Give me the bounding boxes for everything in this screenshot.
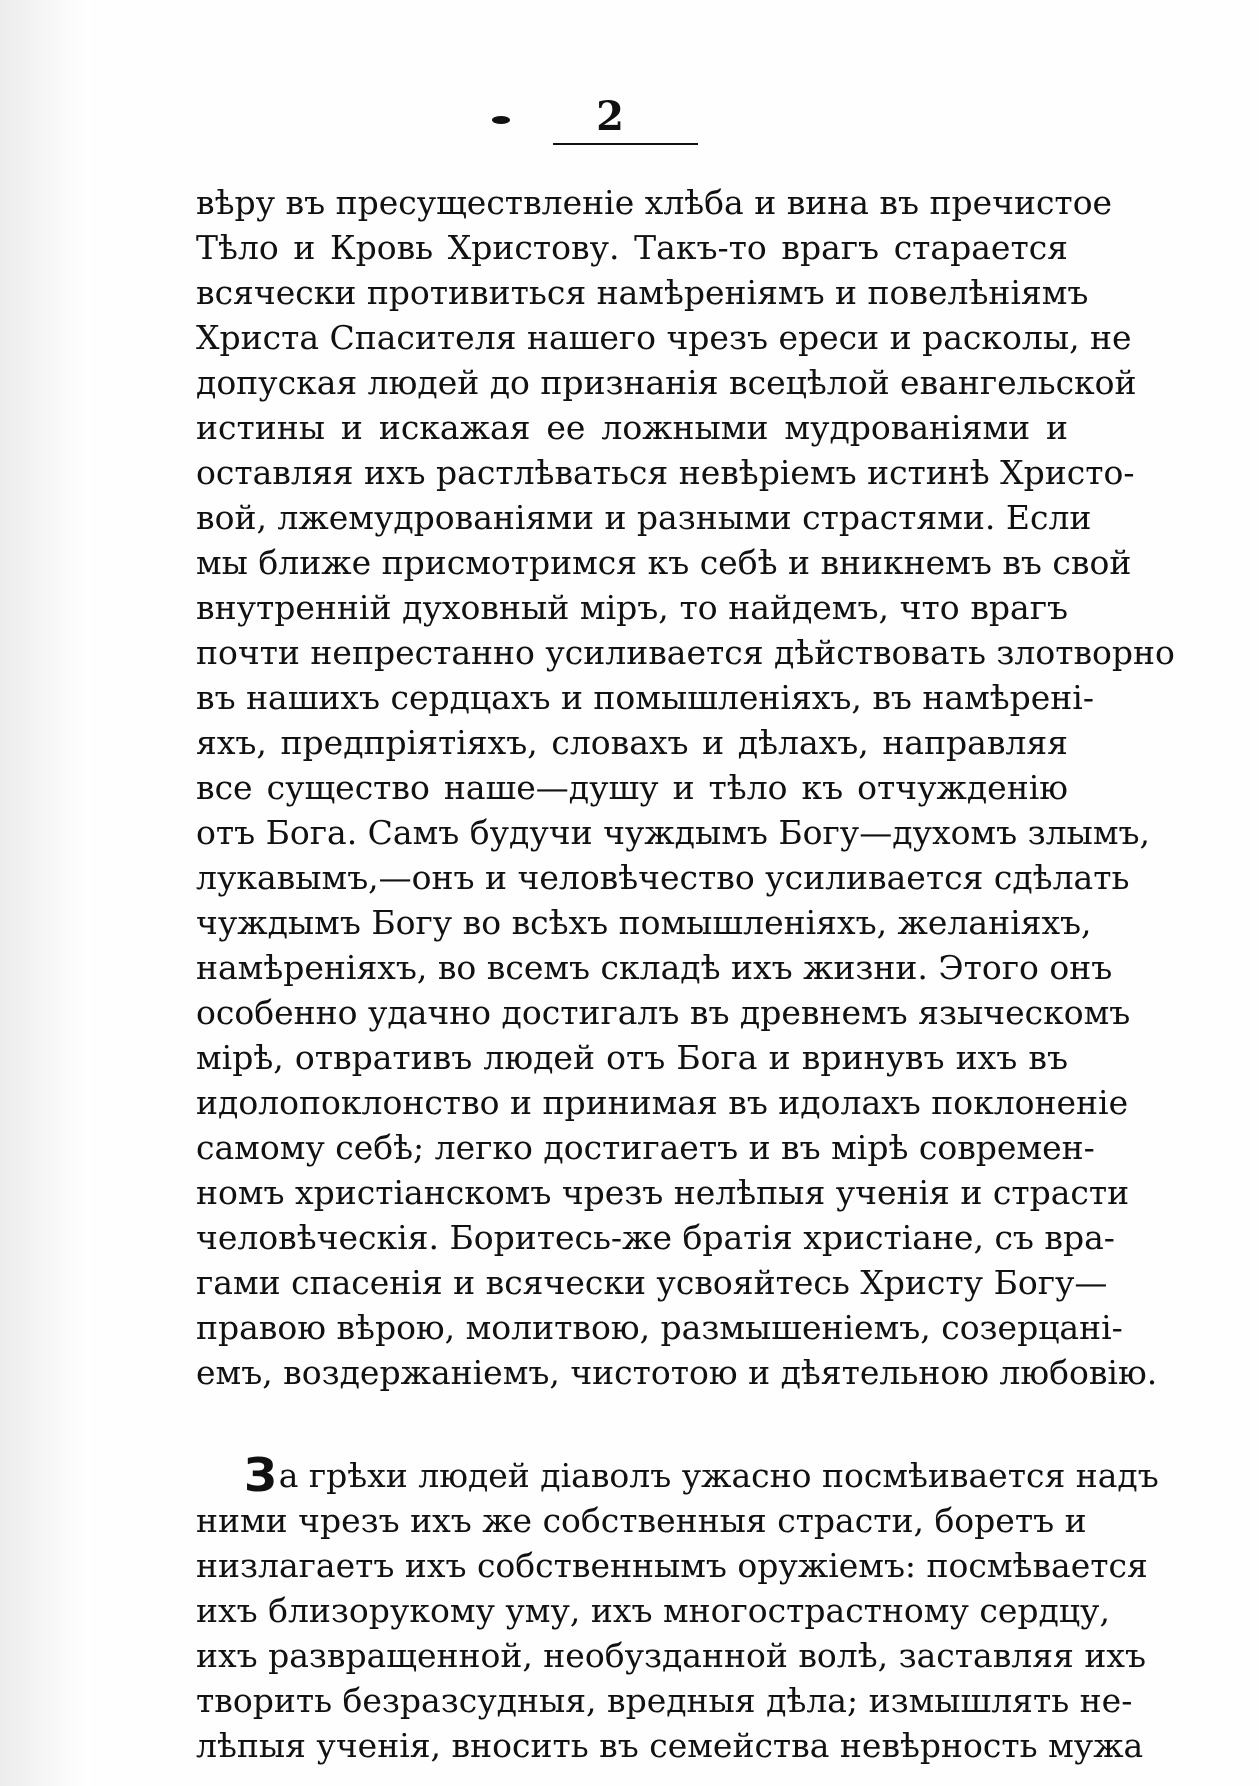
text-line: лѣпыя ученія, вносить въ семейства невѣрность мужа [196, 1726, 1144, 1765]
text-line: оставляя ихъ растлѣваться невѣріемъ истинѣ Христо- [196, 453, 1135, 492]
text-line: вѣру въ пресуществленіе хлѣба и вина въ пречистое [196, 183, 1113, 222]
text-line: Христа Спасителя нашего чрезъ ереси и расколы, не [196, 318, 1132, 357]
text-line: мірѣ, отвративъ людей отъ Бога и вринувъ ихъ въ [196, 1038, 1068, 1077]
page-gutter-shadow [0, 0, 90, 1786]
paragraph-1 [196, 180, 1175, 1395]
text-line: а грѣхи людей діаволъ ужасно посмѣивается надъ [278, 1456, 1159, 1495]
text-line: отъ Бога. Самъ будучи чуждымъ Богу—духомъ злымъ, [196, 813, 1150, 852]
text-line: человѣческія. Боритесь-же братія христіане, съ вра- [196, 1218, 1115, 1257]
text-line: Тѣло и Кровь Христову. Такъ-то врагъ старается [196, 228, 1068, 267]
text-line: правою вѣрою, молитвою, размышеніемъ, созерцані- [196, 1308, 1123, 1347]
text-line: самому себѣ; легко достигаетъ и въ мірѣ современ- [196, 1128, 1095, 1167]
text-line: чуждымъ Богу во всѣхъ помышленіяхъ, желаніяхъ, [196, 903, 1092, 942]
text-line: намѣреніяхъ, во всемъ складѣ ихъ жизни. Этого онъ [196, 948, 1113, 987]
text-line: ихъ развращенной, необузданной волѣ, заставляя ихъ [196, 1636, 1146, 1675]
text-line: емъ, воздержаніемъ, чистотою и дѣятельною любовію. [196, 1353, 1158, 1392]
text-line: ихъ близорукому уму, ихъ многострастному сердцу, [196, 1591, 1110, 1630]
text-line: мы ближе присмотримся къ себѣ и вникнемъ въ свой [196, 543, 1132, 582]
body-text [196, 180, 1175, 1768]
text-line: вой, лжемудрованіями и разными страстями. Если [196, 498, 1092, 537]
text-line: ними чрезъ ихъ же собственныя страсти, боретъ и [196, 1501, 1087, 1540]
page-header [0, 95, 1259, 155]
text-line: идолопоклонство и принимая въ идолахъ поклоненіе [196, 1083, 1129, 1122]
text-line: лукавымъ,—онъ и человѣчество усиливается сдѣлать [196, 858, 1130, 897]
drop-initial: З [244, 1448, 277, 1502]
text-line: номъ христіанскомъ чрезъ нелѣпыя ученія и страсти [196, 1173, 1130, 1212]
text-line: гами спасенія и всячески усвояйтесь Христу Богу— [196, 1263, 1108, 1302]
text-line: допуская людей до признанія всецѣлой евангельской [196, 363, 1137, 402]
text-line: яхъ, предпріятіяхъ, словахъ и дѣлахъ, направляя [196, 723, 1068, 762]
text-line: въ нашихъ сердцахъ и помышленіяхъ, въ намѣрені- [196, 678, 1095, 717]
text-line: внутренній духовный міръ, то найдемъ, что врагъ [196, 588, 1068, 627]
text-line: низлагаетъ ихъ собственнымъ оружіемъ: посмѣвается [196, 1546, 1148, 1585]
paragraph-first-line [196, 1448, 1159, 1502]
text-line: почти непрестанно усиливается дѣйствовать злотворно [196, 633, 1175, 672]
text-line: все существо наше—душу и тѣло къ отчужденію [196, 768, 1068, 807]
text-line: особенно удачно достигалъ въ древнемъ языческомъ [196, 993, 1131, 1032]
paragraph-2 [196, 1448, 1159, 1768]
header-ornament-dot [492, 116, 510, 124]
header-rule [553, 143, 698, 145]
page-number: 2 [596, 93, 624, 140]
text-line: творить безразсудныя, вредныя дѣла; измышлять не- [196, 1681, 1133, 1720]
text-line: истины и искажая ее ложными мудрованіями и [196, 408, 1068, 447]
paragraph-gap [196, 1395, 1068, 1453]
text-line: всячески противиться намѣреніямъ и повелѣніямъ [196, 273, 1089, 312]
